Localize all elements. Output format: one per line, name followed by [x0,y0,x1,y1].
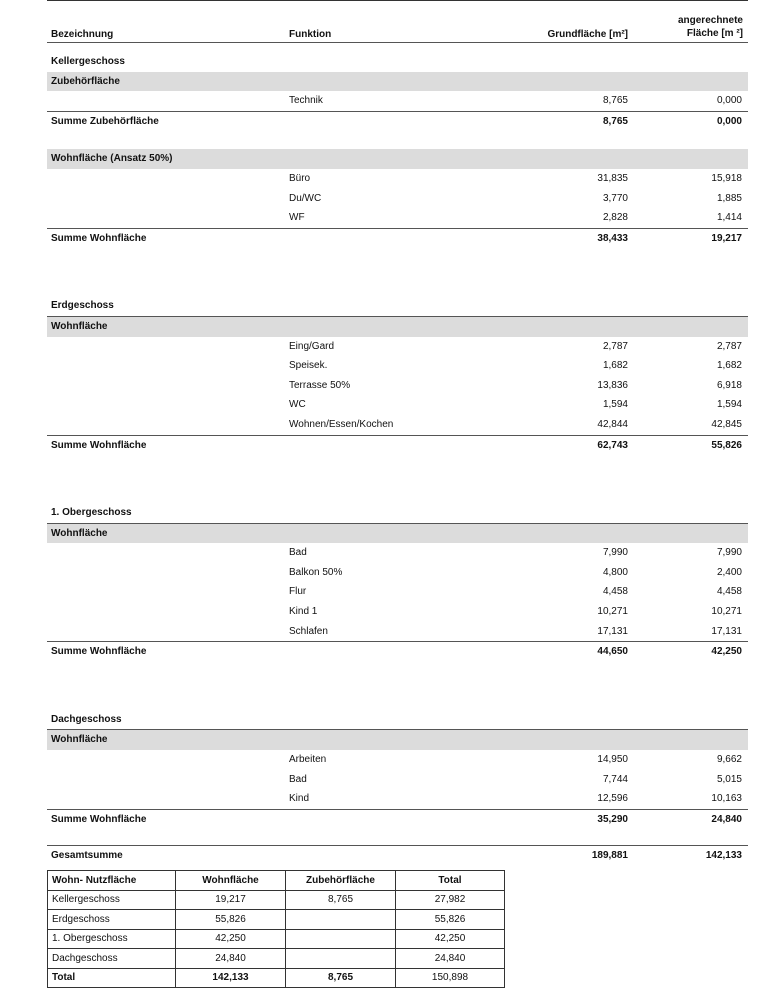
room-function: Speisek. [289,360,328,372]
spacer [47,662,748,710]
sum-row [47,809,748,830]
table-row [47,582,748,602]
summary-cell: 24,840 [396,949,505,969]
summary-row [48,929,505,949]
spacer [47,248,748,296]
table-row [47,337,748,357]
room-function: Wohnen/Essen/Kochen [289,418,394,430]
angerechnete-value: 17,131 [711,625,742,637]
grundflaeche-value: 10,271 [597,606,628,618]
floor-name: Kellergeschoss [51,56,125,67]
summary-cell: 19,217 [176,890,286,910]
grundflaeche-value: 4,458 [602,586,628,598]
sum-row [47,435,748,456]
floor-name: Erdgeschoss [51,300,114,312]
summary-row [48,949,505,969]
room-function: Flur [289,586,307,598]
angerechnete-value: 0,000 [716,95,742,107]
table-row [47,789,748,809]
grundflaeche-value: 7,990 [602,547,628,559]
room-function: Kind 1 [289,606,318,618]
summary-cell [286,929,396,949]
grand-total-row [47,845,748,866]
spacer [47,455,748,503]
table-row [47,750,748,770]
table-row [47,602,748,622]
group-name: Wohnfläche [51,527,108,539]
summary-cell [286,910,396,930]
summary-cell: Kellergeschoss [48,890,176,910]
grundflaeche-value: 2,787 [602,340,628,352]
angerechnete-value: 10,163 [711,793,742,805]
summary-cell [286,949,396,969]
grundflaeche-value: 14,950 [597,754,628,766]
room-function: Technik [289,95,323,107]
sum-grundflaeche: 62,743 [597,439,628,451]
header-angerechnete-line2: Fläche [m ²] [686,28,743,39]
sum-label: Summe Wohnfläche [51,646,147,658]
summary-cell: 27,982 [396,890,505,910]
group-name: Wohnfläche (Ansatz 50%) [51,153,173,165]
group-name: Wohnfläche [51,734,108,746]
summary-total-cell: Total [48,968,176,988]
table-row [47,395,748,415]
summary-cell: 1. Obergeschoss [48,929,176,949]
group-heading [47,524,748,544]
group-heading [47,149,748,169]
sum-grundflaeche: 35,290 [597,813,628,825]
table-row [47,189,748,209]
summary-header-cell: Wohnfläche [176,871,286,891]
sum-grundflaeche: 38,433 [597,232,628,244]
angerechnete-value: 42,845 [711,418,742,430]
floor-name: 1. Obergeschoss [51,507,132,519]
summary-total-row [48,968,505,988]
room-function: Kind [289,793,310,805]
angerechnete-value: 1,682 [716,360,742,372]
table-row [47,376,748,396]
sum-angerechnete: 24,840 [711,813,742,825]
summary-header-cell: Total [396,871,505,891]
room-function: Bad [289,773,307,785]
sum-angerechnete: 19,217 [711,232,742,244]
summary-cell: 55,826 [176,910,286,930]
grundflaeche-value: 7,744 [602,773,628,785]
floor-name: Dachgeschoss [51,713,122,725]
grand-total-label: Gesamtsumme [51,850,123,862]
grand-total-grundflaeche: 189,881 [591,850,628,862]
table-row [47,622,748,642]
grundflaeche-value: 1,594 [602,399,628,411]
sum-angerechnete: 55,826 [711,439,742,451]
area-table [47,52,748,866]
angerechnete-value: 15,918 [711,172,742,184]
table-row [47,543,748,563]
header-angerechnete-flaeche [678,14,743,40]
room-function: Balkon 50% [289,566,343,578]
table-row [47,169,748,189]
summary-header-cell: Wohn- Nutzfläche [48,871,176,891]
angerechnete-value: 7,990 [716,547,742,559]
sum-angerechnete: 0,000 [716,115,742,127]
summary-cell: 42,250 [176,929,286,949]
summary-row [48,910,505,930]
angerechnete-value: 6,918 [716,379,742,391]
sum-label: Summe Wohnfläche [51,232,147,244]
room-function: Schlafen [289,625,328,637]
header-bezeichnung: Bezeichnung [51,29,114,40]
summary-cell: 42,250 [396,929,505,949]
summary-total-cell: 142,133 [176,968,286,988]
table-row [47,563,748,583]
table-row [47,415,748,435]
summary-header-cell: Zubehörfläche [286,871,396,891]
grundflaeche-value: 4,800 [602,566,628,578]
summary-row [48,890,505,910]
grundflaeche-value: 2,828 [602,212,628,224]
grand-total-angerechnete: 142,133 [705,850,742,862]
sum-row [47,111,748,132]
room-function: Bad [289,547,307,559]
angerechnete-value: 2,400 [716,566,742,578]
summary-cell: 24,840 [176,949,286,969]
angerechnete-value: 5,015 [716,773,742,785]
header-funktion: Funktion [289,29,332,40]
sum-row [47,228,748,249]
sum-grundflaeche: 44,650 [597,646,628,658]
sum-angerechnete: 42,250 [711,646,742,658]
angerechnete-value: 1,594 [716,399,742,411]
summary-total-cell: 8,765 [286,968,396,988]
room-function: Arbeiten [289,754,327,766]
floor-heading [47,710,748,731]
room-function: WF [289,212,305,224]
angerechnete-value: 1,885 [716,192,742,204]
floor-heading [47,503,748,524]
summary-cell: Dachgeschoss [48,949,176,969]
room-function: Eing/Gard [289,340,335,352]
grundflaeche-value: 8,765 [602,95,628,107]
table-row [47,91,748,111]
angerechnete-value: 10,271 [711,606,742,618]
sum-label: Summe Wohnfläche [51,439,147,451]
group-heading [47,317,748,337]
summary-total-cell: 150,898 [396,968,505,988]
room-function: WC [289,399,306,411]
table-row [47,356,748,376]
spacer [47,131,748,149]
sum-row [47,641,748,662]
sum-grundflaeche: 8,765 [602,115,628,127]
grundflaeche-value: 3,770 [602,192,628,204]
grundflaeche-value: 31,835 [597,172,628,184]
grundflaeche-value: 1,682 [602,360,628,372]
grundflaeche-value: 42,844 [597,418,628,430]
floor-heading [47,52,748,72]
angerechnete-value: 9,662 [716,754,742,766]
group-name: Wohnfläche [51,320,108,332]
summary-table [47,870,505,988]
angerechnete-value: 2,787 [716,340,742,352]
angerechnete-value: 4,458 [716,586,742,598]
summary-cell: 55,826 [396,910,505,930]
group-heading [47,72,748,92]
header-angerechnete-line1: angerechnete [677,15,743,26]
group-heading [47,730,748,750]
summary-cell: 8,765 [286,890,396,910]
room-function: Terrasse 50% [289,379,351,391]
room-function: Büro [289,172,311,184]
angerechnete-value: 1,414 [716,212,742,224]
grundflaeche-value: 17,131 [597,625,628,637]
room-function: Du/WC [289,192,322,204]
floor-heading [47,296,748,317]
grundflaeche-value: 13,836 [597,379,628,391]
sum-label: Summe Zubehörfläche [51,115,159,127]
grundflaeche-value: 12,596 [597,793,628,805]
table-row [47,208,748,228]
table-row [47,770,748,790]
table-header [47,14,748,43]
summary-header-row [48,871,505,891]
group-name: Zubehörfläche [51,75,120,87]
top-rule [47,0,748,1]
summary-cell: Erdgeschoss [48,910,176,930]
sum-label: Summe Wohnfläche [51,813,147,825]
header-grundflaeche: Grundfläche [m²] [547,29,628,40]
